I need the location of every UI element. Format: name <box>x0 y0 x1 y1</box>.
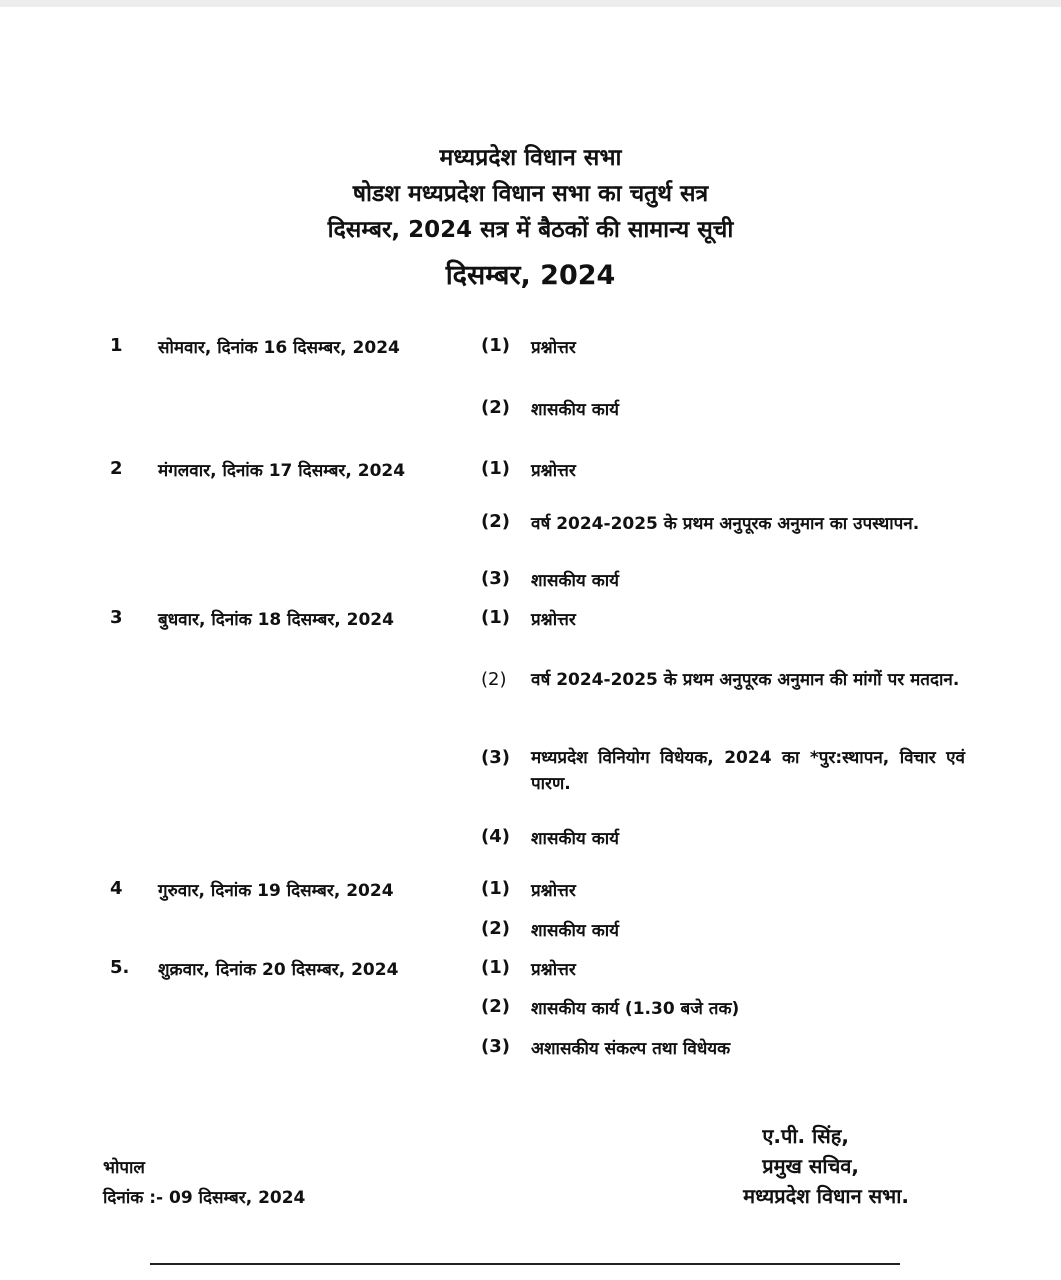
item-number: (1) <box>481 607 510 628</box>
row-serial: 5. <box>110 957 130 978</box>
item-number: (2) <box>481 511 510 532</box>
item-number: (1) <box>481 878 510 899</box>
document-header <box>0 140 1061 296</box>
item-text: प्रश्नोत्तर <box>531 881 576 901</box>
item-number: (3) <box>481 1036 510 1057</box>
item-text: शासकीय कार्य <box>531 829 620 849</box>
top-bar <box>0 0 1061 7</box>
row-serial: 1 <box>110 335 123 356</box>
place: भोपाल <box>103 1158 145 1178</box>
row-day: मंगलवार, दिनांक 17 दिसम्बर, 2024 <box>158 461 406 481</box>
header-list-title: दिसम्बर, 2024 सत्र में बैठकों की सामान्य सूची <box>327 217 734 243</box>
footer-divider <box>150 1263 900 1265</box>
item-number: (3) <box>481 568 510 589</box>
item-text: प्रश्नोत्तर <box>531 461 576 481</box>
signatory-org: मध्यप्रदेश विधान सभा. <box>743 1184 909 1208</box>
item-number: (2) <box>481 996 510 1017</box>
row-day: बुधवार, दिनांक 18 दिसम्बर, 2024 <box>158 610 394 630</box>
item-text: शासकीय कार्य (1.30 बजे तक) <box>531 999 740 1019</box>
row-day: सोमवार, दिनांक 16 दिसम्बर, 2024 <box>158 338 400 358</box>
row-serial: 4 <box>110 878 123 899</box>
row-serial: 3 <box>110 607 123 628</box>
header-session-name: षोडश मध्यप्रदेश विधान सभा का चतुर्थ सत्र <box>352 181 709 207</box>
item-number: (1) <box>481 957 510 978</box>
item-number: (2) <box>481 397 510 418</box>
item-text: शासकीय कार्य <box>531 400 620 420</box>
item-text: शासकीय कार्य <box>531 571 620 591</box>
item-text: प्रश्नोत्तर <box>531 338 576 358</box>
row-serial: 2 <box>110 458 123 479</box>
signatory-title: प्रमुख सचिव, <box>762 1154 859 1178</box>
issue-date: दिनांक :- 09 दिसम्बर, 2024 <box>103 1188 306 1208</box>
row-day: शुक्रवार, दिनांक 20 दिसम्बर, 2024 <box>158 960 399 980</box>
item-number: (1) <box>481 335 510 356</box>
row-day: गुरुवार, दिनांक 19 दिसम्बर, 2024 <box>158 881 394 901</box>
item-text: मध्यप्रदेश विनियोग विधेयक, 2024 का *पुर:स्थापन, विचार एवं पारण. <box>531 748 965 794</box>
item-number: (3) <box>481 747 510 768</box>
item-text: वर्ष 2024-2025 के प्रथम अनुपूरक अनुमान की मांगों पर मतदान. <box>531 670 960 690</box>
item-text: प्रश्नोत्तर <box>531 610 576 630</box>
item-number: (1) <box>481 458 510 479</box>
item-number: (2) <box>481 669 507 690</box>
item-text: अशासकीय संकल्प तथा विधेयक <box>531 1039 731 1059</box>
item-text: प्रश्नोत्तर <box>531 960 576 980</box>
header-assembly-name: मध्यप्रदेश विधान सभा <box>439 145 622 171</box>
item-number: (4) <box>481 826 510 847</box>
item-text: शासकीय कार्य <box>531 921 620 941</box>
signatory-name: ए.पी. सिंह, <box>762 1124 849 1148</box>
item-number: (2) <box>481 918 510 939</box>
item-text: वर्ष 2024-2025 के प्रथम अनुपूरक अनुमान का उपस्थापन. <box>531 514 920 534</box>
header-month: दिसम्बर, 2024 <box>445 260 616 291</box>
